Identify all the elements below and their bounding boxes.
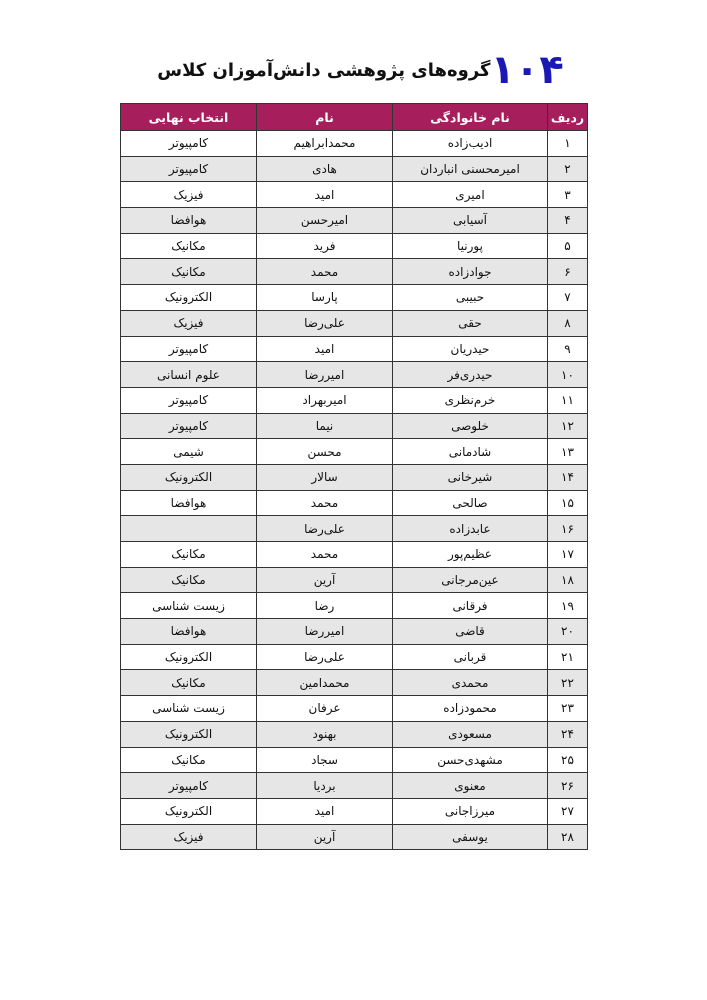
first-name-cell: نیما	[257, 413, 393, 439]
row-number-cell: ۱۱	[548, 387, 588, 413]
last-name-cell: عین‌مرجانی	[393, 567, 548, 593]
last-name-cell: یوسفی	[393, 824, 548, 850]
table-row	[121, 773, 588, 799]
last-name-cell: امیری	[393, 182, 548, 208]
table-row	[121, 439, 588, 465]
table-row	[121, 464, 588, 490]
row-number-cell: ۲۱	[548, 644, 588, 670]
final-choice-cell: زیست شناسی	[121, 696, 257, 722]
first-name-cell: بهنود	[257, 721, 393, 747]
table-row	[121, 798, 588, 824]
row-number-cell: ۲۳	[548, 696, 588, 722]
row-number-cell: ۱۶	[548, 516, 588, 542]
last-name-cell: حقی	[393, 310, 548, 336]
final-choice-cell: مکانیک	[121, 670, 257, 696]
first-name-cell: امید	[257, 798, 393, 824]
table-row	[121, 824, 588, 850]
last-name-cell: حبیبی	[393, 285, 548, 311]
final-choice-cell: علوم انسانی	[121, 362, 257, 388]
table-row	[121, 285, 588, 311]
table-row	[121, 336, 588, 362]
final-choice-cell: فیزیک	[121, 824, 257, 850]
first-name-cell: محسن	[257, 439, 393, 465]
table-row	[121, 747, 588, 773]
last-name-cell: ادیب‌زاده	[393, 131, 548, 157]
last-name-cell: محمدی	[393, 670, 548, 696]
first-name-cell: محمدابراهیم	[257, 131, 393, 157]
final-choice-cell: الکترونیک	[121, 721, 257, 747]
final-choice-cell: کامپیوتر	[121, 773, 257, 799]
table-row	[121, 182, 588, 208]
table-body	[121, 131, 588, 850]
last-name-cell: خرم‌نظری	[393, 387, 548, 413]
last-name-cell: عابدزاده	[393, 516, 548, 542]
last-name-cell: پورنیا	[393, 233, 548, 259]
last-name-cell: عظیم‌پور	[393, 542, 548, 568]
final-choice-cell: کامپیوتر	[121, 156, 257, 182]
last-name-cell: فرقانی	[393, 593, 548, 619]
final-choice-cell: الکترونیک	[121, 464, 257, 490]
last-name-cell: معنوی	[393, 773, 548, 799]
final-choice-cell: کامپیوتر	[121, 413, 257, 439]
table-row	[121, 593, 588, 619]
last-name-cell: شیرخانی	[393, 464, 548, 490]
table-row	[121, 670, 588, 696]
first-name-cell: سجاد	[257, 747, 393, 773]
final-choice-cell: کامپیوتر	[121, 387, 257, 413]
last-name-cell: قربانی	[393, 644, 548, 670]
row-number-cell: ۲۸	[548, 824, 588, 850]
row-number-cell: ۶	[548, 259, 588, 285]
final-choice-cell: مکانیک	[121, 259, 257, 285]
final-choice-cell: الکترونیک	[121, 644, 257, 670]
first-name-cell: محمد	[257, 259, 393, 285]
final-choice-cell: مکانیک	[121, 233, 257, 259]
final-choice-cell: مکانیک	[121, 747, 257, 773]
table-row	[121, 644, 588, 670]
header-row-number: ردیف	[548, 104, 588, 131]
header-first-name: نام	[257, 104, 393, 131]
row-number-cell: ۱۹	[548, 593, 588, 619]
class-number: ۱۰۴	[490, 47, 564, 93]
student-table	[120, 103, 588, 850]
table-row	[121, 490, 588, 516]
first-name-cell: محمد	[257, 542, 393, 568]
final-choice-cell: هوافضا	[121, 619, 257, 645]
first-name-cell: هادی	[257, 156, 393, 182]
row-number-cell: ۱۳	[548, 439, 588, 465]
first-name-cell: امید	[257, 336, 393, 362]
page-title	[0, 40, 707, 100]
table-row	[121, 387, 588, 413]
row-number-cell: ۱	[548, 131, 588, 157]
last-name-cell: حیدری‌فر	[393, 362, 548, 388]
table-row	[121, 516, 588, 542]
row-number-cell: ۲۵	[548, 747, 588, 773]
final-choice-cell	[121, 516, 257, 542]
row-number-cell: ۴	[548, 208, 588, 234]
first-name-cell: امیرحسن	[257, 208, 393, 234]
last-name-cell: مسعودی	[393, 721, 548, 747]
table-row	[121, 362, 588, 388]
last-name-cell: میرزاجانی	[393, 798, 548, 824]
final-choice-cell: کامپیوتر	[121, 131, 257, 157]
last-name-cell: شادمانی	[393, 439, 548, 465]
final-choice-cell: مکانیک	[121, 542, 257, 568]
row-number-cell: ۹	[548, 336, 588, 362]
first-name-cell: امید	[257, 182, 393, 208]
table-header-row	[121, 104, 588, 131]
table-row	[121, 619, 588, 645]
row-number-cell: ۱۸	[548, 567, 588, 593]
final-choice-cell: کامپیوتر	[121, 336, 257, 362]
final-choice-cell: الکترونیک	[121, 285, 257, 311]
last-name-cell: امیرمحسنی انباردان	[393, 156, 548, 182]
table-row	[121, 259, 588, 285]
first-name-cell: رضا	[257, 593, 393, 619]
first-name-cell: بردیا	[257, 773, 393, 799]
first-name-cell: علی‌رضا	[257, 516, 393, 542]
first-name-cell: علی‌رضا	[257, 310, 393, 336]
first-name-cell: امیربهراد	[257, 387, 393, 413]
first-name-cell: پارسا	[257, 285, 393, 311]
last-name-cell: مشهدی‌حسن	[393, 747, 548, 773]
last-name-cell: قاضی	[393, 619, 548, 645]
table-row	[121, 567, 588, 593]
table-row	[121, 721, 588, 747]
final-choice-cell: فیزیک	[121, 310, 257, 336]
final-choice-cell: هوافضا	[121, 490, 257, 516]
final-choice-cell: الکترونیک	[121, 798, 257, 824]
table-row	[121, 696, 588, 722]
first-name-cell: محمد	[257, 490, 393, 516]
first-name-cell: عرفان	[257, 696, 393, 722]
first-name-cell: علی‌رضا	[257, 644, 393, 670]
last-name-cell: جوادزاده	[393, 259, 548, 285]
row-number-cell: ۸	[548, 310, 588, 336]
first-name-cell: امیررضا	[257, 619, 393, 645]
row-number-cell: ۲	[548, 156, 588, 182]
row-number-cell: ۱۷	[548, 542, 588, 568]
row-number-cell: ۲۲	[548, 670, 588, 696]
title-text: گروه‌های پژوهشی دانش‌آموزان کلاس	[157, 59, 491, 81]
final-choice-cell: فیزیک	[121, 182, 257, 208]
header-last-name: نام خانوادگی	[393, 104, 548, 131]
row-number-cell: ۱۴	[548, 464, 588, 490]
row-number-cell: ۳	[548, 182, 588, 208]
first-name-cell: آرین	[257, 567, 393, 593]
header-final-choice: انتخاب نهایی	[121, 104, 257, 131]
row-number-cell: ۱۰	[548, 362, 588, 388]
final-choice-cell: شیمی	[121, 439, 257, 465]
table-row	[121, 310, 588, 336]
first-name-cell: امیررضا	[257, 362, 393, 388]
row-number-cell: ۵	[548, 233, 588, 259]
final-choice-cell: مکانیک	[121, 567, 257, 593]
first-name-cell: آرین	[257, 824, 393, 850]
last-name-cell: محمودزاده	[393, 696, 548, 722]
first-name-cell: محمدامین	[257, 670, 393, 696]
last-name-cell: آسیابی	[393, 208, 548, 234]
row-number-cell: ۱۵	[548, 490, 588, 516]
row-number-cell: ۲۷	[548, 798, 588, 824]
table-row	[121, 156, 588, 182]
row-number-cell: ۲۰	[548, 619, 588, 645]
table-row	[121, 131, 588, 157]
final-choice-cell: هوافضا	[121, 208, 257, 234]
row-number-cell: ۲۶	[548, 773, 588, 799]
row-number-cell: ۲۴	[548, 721, 588, 747]
final-choice-cell: زیست شناسی	[121, 593, 257, 619]
row-number-cell: ۷	[548, 285, 588, 311]
first-name-cell: سالار	[257, 464, 393, 490]
table-row	[121, 542, 588, 568]
table-row	[121, 413, 588, 439]
table-row	[121, 208, 588, 234]
last-name-cell: صالحی	[393, 490, 548, 516]
first-name-cell: فرید	[257, 233, 393, 259]
row-number-cell: ۱۲	[548, 413, 588, 439]
last-name-cell: خلوصی	[393, 413, 548, 439]
table-row	[121, 233, 588, 259]
last-name-cell: حیدریان	[393, 336, 548, 362]
